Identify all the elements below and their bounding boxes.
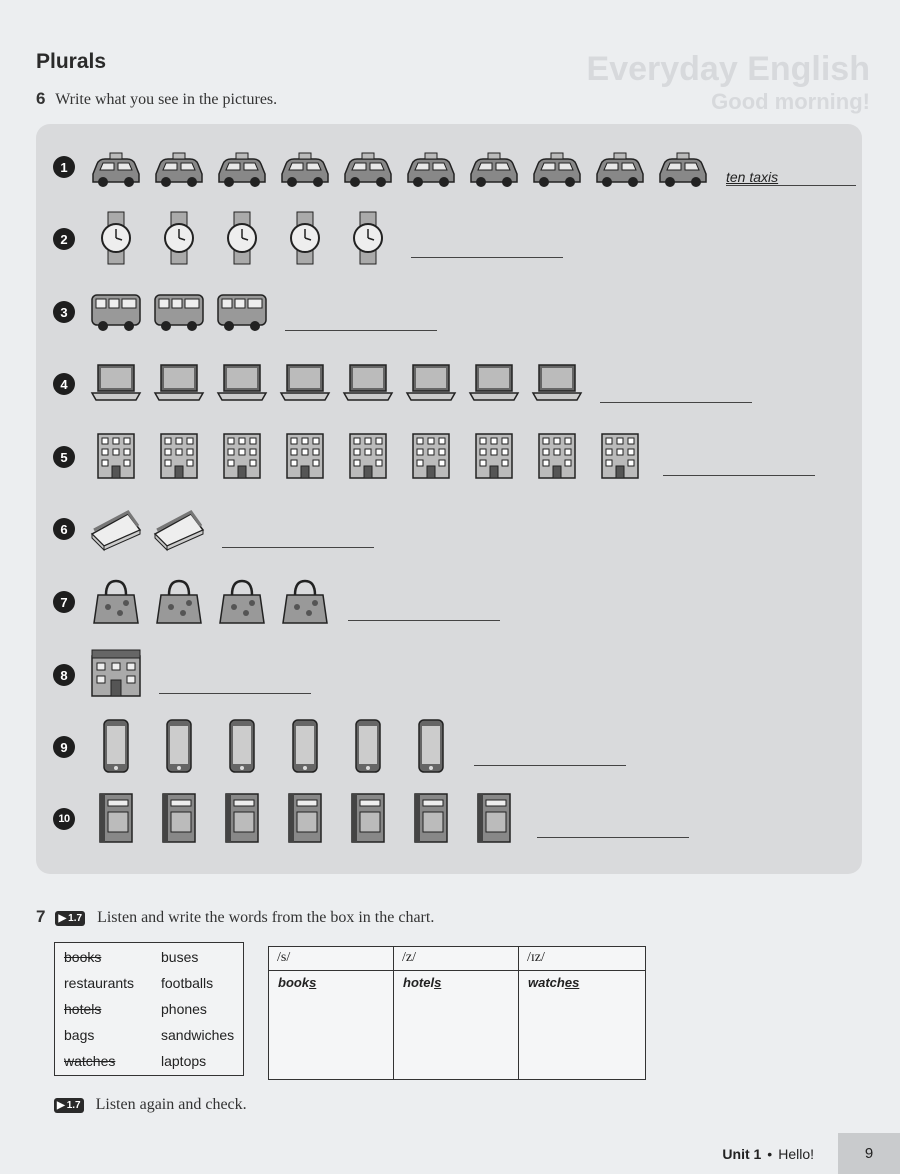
laptop-icon [466,355,522,411]
exercise-number: 7 [36,907,46,926]
word-box-item: sandwiches [161,1027,235,1043]
chart-example [269,971,393,994]
hotel-icon [151,428,207,484]
row-number-badge: 4 [53,373,75,395]
word-box-item: buses [161,949,199,965]
bag-icon [88,573,144,629]
speaker-icon: ▶ [57,1099,65,1111]
chart-header: /s/ [269,947,393,971]
picture-row [36,642,862,706]
bag-icon [277,573,333,629]
picture-panel [36,124,862,874]
answer-line[interactable] [411,257,563,258]
row-number-badge: 7 [53,591,75,613]
laptop-icon [151,355,207,411]
picture-row [36,424,862,488]
picture-row [36,496,862,560]
taxi-icon [277,138,333,194]
answer-text: ten taxis [726,169,779,185]
picture-row [36,569,862,633]
answer-line[interactable] [159,693,311,694]
row-number-badge: 6 [53,518,75,540]
chart-header: /ɪz/ [519,947,645,971]
word-box-item: hotels [64,1001,102,1017]
taxi-icon [466,138,522,194]
phone-icon [340,718,396,774]
picture-row [36,134,862,198]
book-icon [151,790,207,846]
word-box-item: watches [64,1053,116,1069]
phone-icon [277,718,333,774]
row-number-badge: 1 [53,156,75,178]
answer-line[interactable] [285,330,437,331]
answer-line[interactable] [663,475,815,476]
picture-row [36,206,862,270]
audio-track-button[interactable] [54,1098,84,1113]
hotel-icon [403,428,459,484]
phone-icon [403,718,459,774]
bag-icon [214,573,270,629]
bus-icon [88,283,144,339]
phone-icon [88,718,144,774]
page-footer [670,1133,900,1174]
exercise-instruction: Listen and write the words from the box in the chart. [97,909,435,926]
bag-icon [151,573,207,629]
taxi-icon [655,138,711,194]
book-icon [214,790,270,846]
sandwich-icon [88,500,144,556]
laptop-icon [529,355,585,411]
hotel-icon [466,428,522,484]
phone-icon [214,718,270,774]
word-box-item: laptops [161,1053,207,1069]
book-icon [403,790,459,846]
chart-column-s [269,947,394,1079]
footer-title: Hello! [778,1145,814,1162]
listen-again-line [54,1096,247,1114]
laptop-icon [214,355,270,411]
laptop-icon [340,355,396,411]
hotel-icon [277,428,333,484]
hospital-icon [88,646,144,702]
example-ending: s [309,975,317,990]
taxi-icon [88,138,144,194]
ghost-heading-title: Everyday English [586,50,870,88]
hotel-icon [340,428,396,484]
row-number-badge: 10 [53,808,75,830]
watch-icon [277,210,333,266]
hotel-icon [529,428,585,484]
taxi-icon [214,138,270,194]
ghost-heading [587,50,870,115]
book-icon [88,790,144,846]
word-box-item: footballs [161,975,214,991]
row-number-badge: 2 [53,228,75,250]
row-number-badge: 3 [53,301,75,323]
taxi-icon [340,138,396,194]
page-number: 9 [838,1133,900,1174]
row-number-badge: 9 [53,736,75,758]
footer-unit: Unit 1 [722,1145,762,1162]
answer-line[interactable] [537,837,689,838]
hotel-icon [592,428,648,484]
word-box-item: books [64,949,102,965]
chart-column-z [394,947,519,1079]
example-ending: s [434,975,442,990]
taxi-icon [529,138,585,194]
row-number-badge: 8 [53,664,75,686]
picture-row [36,786,862,850]
ghost-heading-sub: Good morning! [711,89,870,114]
example-stem: hotel [403,975,435,990]
hotel-icon [88,428,144,484]
watch-icon [88,210,144,266]
answer-line[interactable] [600,402,752,403]
watch-icon [340,210,396,266]
answer-line[interactable] [348,620,500,621]
example-ending: es [564,975,580,990]
listen-again-instruction: Listen again and check. [95,1096,247,1113]
exercise-6-heading [36,89,277,109]
footer-separator: • [767,1145,773,1162]
word-box [54,942,244,1076]
phone-icon [151,718,207,774]
laptop-icon [88,355,144,411]
example-stem: watch [528,975,565,990]
sandwich-icon [151,500,207,556]
laptop-icon [277,355,333,411]
exercise-instruction: Write what you see in the pictures. [55,91,278,108]
audio-track-label: 1.7 [68,912,83,924]
audio-track-label: 1.7 [66,1099,81,1111]
word-box-item: bags [64,1027,95,1043]
answer-line[interactable] [222,547,374,548]
sound-chart [268,946,646,1080]
watch-icon [151,210,207,266]
answer-line[interactable] [726,185,856,186]
chart-example [394,971,518,994]
taxi-icon [592,138,648,194]
exercise-7-heading [36,907,434,927]
taxi-icon [403,138,459,194]
chart-header: /z/ [394,947,518,971]
exercise-number: 6 [36,89,46,108]
word-box-item: restaurants [64,975,135,991]
watch-icon [214,210,270,266]
picture-row [36,351,862,415]
bus-icon [151,283,207,339]
audio-track-button[interactable] [55,911,85,926]
taxi-icon [151,138,207,194]
book-icon [277,790,333,846]
speaker-icon: ▶ [58,912,67,924]
chart-column-iz [519,947,645,1079]
section-title: Plurals [36,50,107,73]
chart-example [519,971,645,994]
answer-line[interactable] [474,765,626,766]
word-box-item: phones [161,1001,207,1017]
picture-row [36,279,862,343]
book-icon [466,790,522,846]
laptop-icon [403,355,459,411]
book-icon [340,790,396,846]
picture-row [36,714,862,778]
example-stem: book [278,975,310,990]
hotel-icon [214,428,270,484]
row-number-badge: 5 [53,446,75,468]
bus-icon [214,283,270,339]
